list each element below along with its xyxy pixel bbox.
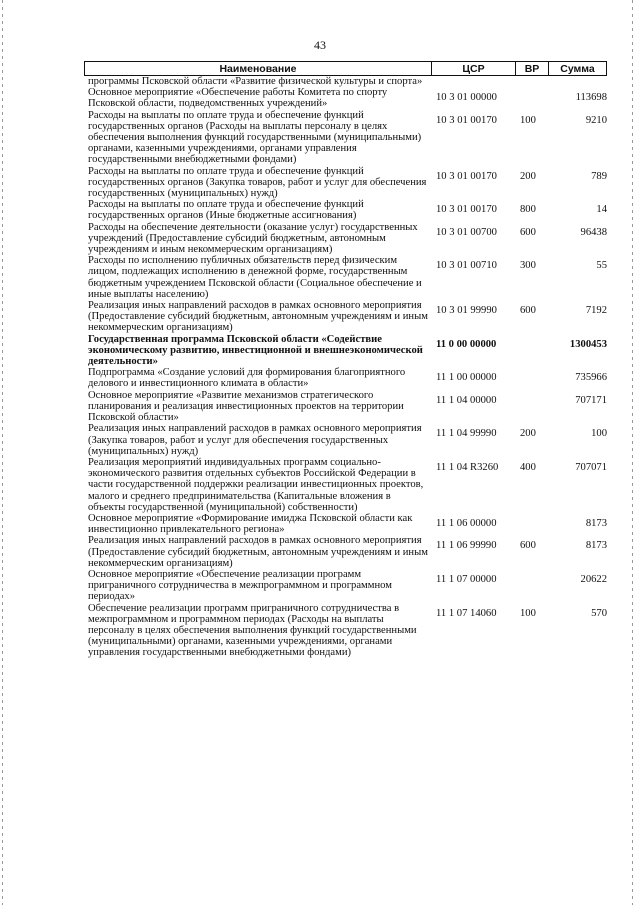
cell-name: Реализация мероприятий индивидуальных программ социально-экономического развития отдельных субъектов Российской Федерации в части государственной поддержки реализации инвестиционных проектов, малого и среднего предпринимательства (Капитальные вложения в объекты государственной (муниципальной) собственности) [88,456,424,513]
cell-csr: 10 3 01 00170 [436,170,497,182]
cell-name: Основное мероприятие «Обеспечение реализации программ приграничного сотрудничества в межпрограммном и программном периодах» [88,568,392,603]
cell-csr: 10 3 01 00700 [436,226,497,238]
cell-csr: 10 3 01 00170 [436,204,497,216]
cell-name: Основное мероприятие «Обеспечение работы Комитета по спорту Псковской области, подведомственных учреждений» [88,87,388,110]
table-row [84,457,607,513]
table-row [84,300,607,334]
cell-sum: 20622 [580,573,607,585]
cell-csr: 11 1 00 00000 [436,372,497,384]
cell-csr: 11 1 06 00000 [436,517,497,529]
cell-vr [514,569,547,574]
cell-sum: 14 [596,204,607,216]
cell-name: Реализация иных направлений расходов в рамках основного мероприятия (Закупка товаров, работ и услуг для обеспечения государственных (муниципальных) нужд) [88,423,422,457]
table-row [84,199,607,221]
cell-sum: 7192 [585,305,607,317]
cell-sum: 100 [591,428,607,440]
cell-vr: 100 [520,114,536,126]
cell-csr: 11 1 07 14060 [436,607,497,619]
table-row [84,390,607,424]
table-row [84,367,607,389]
table-row [84,76,607,87]
table-row [84,222,607,256]
cell-name: Расходы по исполнению публичных обязательств перед физическим лицом, подлежащих исполнению в денежной форме, государственным бюджетным учреждением Псковской области (Социальное обеспечение и иные выплаты населению) [88,255,422,300]
cell-csr: 11 1 04 R3260 [436,461,499,473]
cell-csr: 11 1 06 99990 [436,540,497,552]
cell-csr: 10 3 01 00170 [436,114,497,126]
cell-name: Расходы на выплаты по оплате труда и обеспечение функций государственных органов (Закупка товаров, работ и услуг для обеспечения государственных (муниципальных) нужд) [88,165,427,200]
table-header [84,61,607,76]
scan-edge-left [2,0,3,905]
cell-vr [514,390,547,395]
cell-name: Обеспечение реализации программ приграничного сотрудничества в межпрограммном и программном периодах (Расходы на выплаты персоналу в целях обеспечения выполнения функций государственными (муниципальными) органами, казенными учреждениями, органами управления государственными внебюджетными фондами) [88,602,417,659]
table-row [84,334,607,368]
cell-sum: 735966 [575,372,607,384]
cell-vr: 200 [520,428,536,440]
table-row [84,603,607,659]
cell-vr: 600 [520,226,536,238]
cell-name: Подпрограмма «Создание условий для формирования благоприятного делового и инвестиционного климата в области» [88,367,406,390]
scan-edge-right [632,0,633,905]
cell-name: Расходы на выплаты по оплате труда и обеспечение функций государственных органов (Иные бюджетные ассигнования) [88,199,364,222]
column-header-csr: ЦСР [432,62,516,75]
column-header-sum: Сумма [560,62,595,75]
cell-vr: 600 [520,540,536,552]
cell-vr: 200 [520,170,536,182]
cell-vr: 100 [520,607,536,619]
column-header-name: Наименование [85,62,432,75]
cell-name: Государственная программа Псковской области «Содействие экономическому развитию, инвестиционной и внешнеэкономической деятельности» [88,333,423,368]
table-row [84,255,607,300]
table-row [84,569,607,603]
table-row [84,87,607,109]
cell-sum: 96438 [580,226,607,238]
cell-vr: 400 [520,461,536,473]
cell-csr: 10 3 01 00000 [436,92,497,104]
cell-sum: 1300453 [569,338,607,350]
cell-vr: 600 [520,305,536,317]
table-body [84,76,607,659]
cell-sum: 707071 [575,461,607,473]
cell-csr: 10 3 01 00710 [436,260,497,272]
cell-sum: 55 [596,260,607,272]
cell-name: Основное мероприятие «Развитие механизмов стратегического планирования и реализация инвестиционных проектов на территории Псковской области» [88,389,404,424]
cell-name: программы Псковской области «Развитие физической культуры и спорта» [88,76,423,87]
cell-name: Реализация иных направлений расходов в рамках основного мероприятия (Предоставление субсидий бюджетным, автономным учреждениям и иным некоммерческим организациям) [88,300,428,334]
cell-vr [514,334,547,339]
cell-csr: 11 1 07 00000 [436,573,497,585]
cell-name: Реализация иных направлений расходов в рамках основного мероприятия (Предоставление субсидий бюджетным, автономным учреждениям и иным некоммерческим организациям) [88,535,428,569]
cell-csr: 11 0 00 00000 [436,338,497,350]
cell-sum: 570 [591,607,607,619]
cell-csr: 10 3 01 99990 [436,305,497,317]
cell-sum: 113698 [575,92,607,104]
cell-name: Расходы на обеспечение деятельности (оказание услуг) государственных учреждений (Предоставление субсидий бюджетным, автономным учреждениям и иным некоммерческим организациям) [88,221,418,256]
cell-vr: 300 [520,260,536,272]
cell-sum: 8173 [585,517,607,529]
cell-sum: 8173 [585,540,607,552]
table-row [84,535,607,569]
cell-name: Расходы на выплаты по оплате труда и обеспечение функций государственных органов (Расходы на выплаты персоналу в целях обеспечения выполнения функций государственными (муниципальными) органами, казенными учреждениями, органами управления государственными внебюджетными фондами) [88,109,422,166]
cell-sum: 9210 [585,114,607,126]
cell-vr [514,367,547,372]
cell-csr: 11 1 04 00000 [436,394,497,406]
table-row [84,110,607,166]
column-header-vr: ВР [516,62,549,75]
cell-vr [514,87,547,92]
cell-csr: 11 1 04 99990 [436,428,497,440]
cell-sum: 789 [591,170,607,182]
page-number: 43 [314,38,326,52]
cell-sum: 707171 [575,394,607,406]
cell-vr: 800 [520,204,536,216]
cell-name: Основное мероприятие «Формирование имиджа Псковской области как инвестиционно привлекательного региона» [88,512,413,536]
cell-vr [514,513,547,518]
table-row [84,166,607,200]
table-row [84,513,607,535]
table-row [84,423,607,457]
